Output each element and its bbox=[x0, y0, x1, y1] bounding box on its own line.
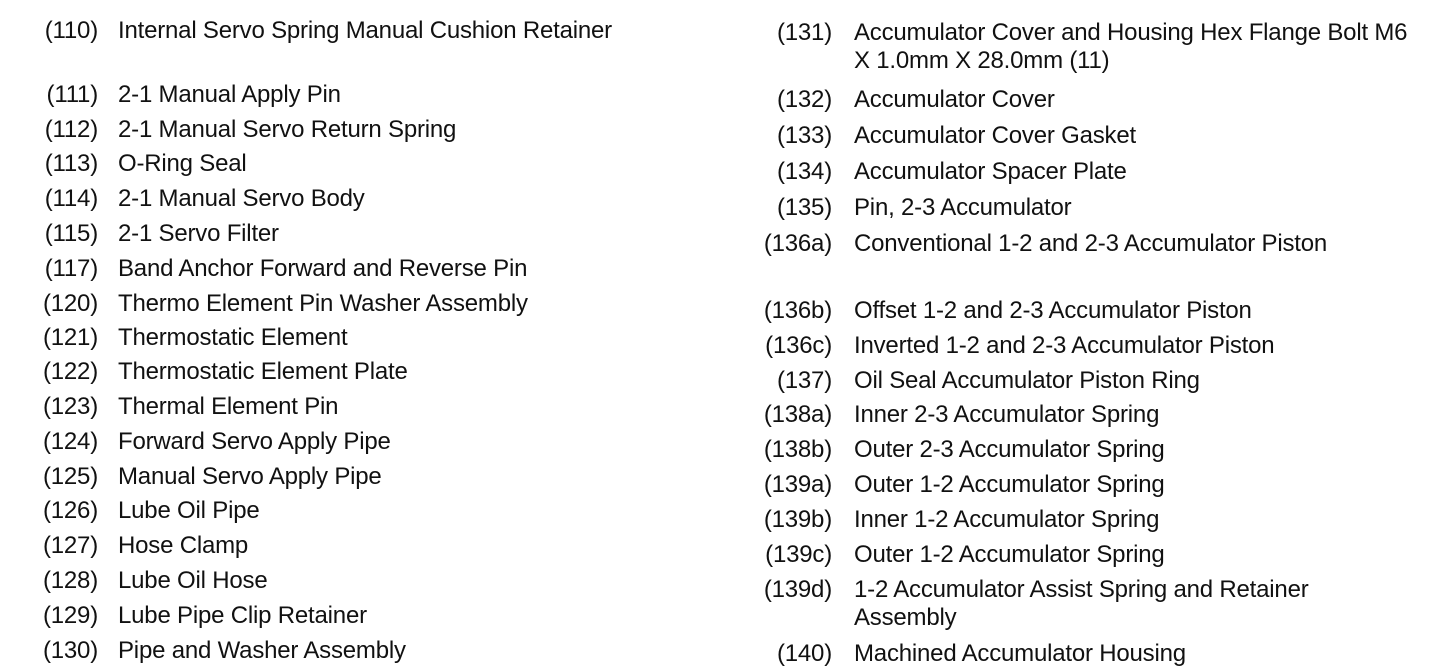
item-description: 2-1 Servo Filter bbox=[118, 220, 279, 247]
item-number: (121) bbox=[42, 324, 98, 351]
item-number: (114) bbox=[44, 185, 98, 212]
item-number: (129) bbox=[42, 602, 98, 629]
item-description: Inner 2-3 Accumulator Spring bbox=[854, 401, 1160, 428]
item-number: (138a) bbox=[763, 401, 832, 428]
item-number: (131) bbox=[776, 19, 832, 46]
item-description: 1-2 Accumulator Assist Spring and Retainer Assembly bbox=[854, 576, 1309, 631]
item-number: (139c) bbox=[765, 541, 832, 568]
item-number: (112) bbox=[44, 116, 98, 143]
item-number: (125) bbox=[42, 463, 98, 490]
item-description: Manual Servo Apply Pipe bbox=[118, 463, 382, 490]
item-description: Lube Pipe Clip Retainer bbox=[118, 602, 367, 629]
item-number: (136c) bbox=[765, 332, 832, 359]
item-description: Outer 1-2 Accumulator Spring bbox=[854, 471, 1165, 498]
item-description: Conventional 1-2 and 2-3 Accumulator Piston bbox=[854, 230, 1328, 257]
item-number: (124) bbox=[42, 428, 98, 455]
item-number: (126) bbox=[42, 497, 98, 524]
item-number: (139d) bbox=[763, 576, 832, 603]
item-description: Offset 1-2 and 2-3 Accumulator Piston bbox=[854, 297, 1252, 324]
item-number: (136a) bbox=[763, 230, 832, 257]
item-description: Outer 1-2 Accumulator Spring bbox=[854, 541, 1165, 568]
item-description: Oil Seal Accumulator Piston Ring bbox=[854, 367, 1200, 394]
item-description: Lube Oil Pipe bbox=[118, 497, 260, 524]
item-description: 2-1 Manual Servo Return Spring bbox=[118, 116, 457, 143]
item-description: Internal Servo Spring Manual Cushion Retainer bbox=[118, 17, 612, 44]
item-number: (138b) bbox=[763, 436, 832, 463]
item-description: Forward Servo Apply Pipe bbox=[118, 428, 391, 455]
item-description: 2-1 Manual Apply Pin bbox=[118, 81, 341, 108]
item-number: (110) bbox=[44, 17, 98, 44]
item-number: (139a) bbox=[763, 471, 832, 498]
item-number: (122) bbox=[42, 358, 98, 385]
item-number: (133) bbox=[776, 122, 832, 149]
item-description: O-Ring Seal bbox=[118, 150, 247, 177]
item-number: (130) bbox=[42, 637, 98, 664]
item-number: (134) bbox=[776, 158, 832, 185]
item-number: (136b) bbox=[763, 297, 832, 324]
item-description: Inner 1-2 Accumulator Spring bbox=[854, 506, 1160, 533]
item-description: Pin, 2-3 Accumulator bbox=[854, 194, 1072, 221]
item-description: Band Anchor Forward and Reverse Pin bbox=[118, 255, 528, 282]
item-description: Thermostatic Element bbox=[118, 324, 348, 351]
item-description: Thermo Element Pin Washer Assembly bbox=[118, 290, 528, 317]
item-description: Pipe and Washer Assembly bbox=[118, 637, 406, 664]
item-number: (140) bbox=[776, 640, 832, 667]
item-description: Accumulator Cover Gasket bbox=[854, 122, 1136, 149]
item-description: Thermostatic Element Plate bbox=[118, 358, 408, 385]
item-description: 2-1 Manual Servo Body bbox=[118, 185, 365, 212]
item-description: Accumulator Spacer Plate bbox=[854, 158, 1127, 185]
item-description: Machined Accumulator Housing bbox=[854, 640, 1186, 667]
item-description: Inverted 1-2 and 2-3 Accumulator Piston bbox=[854, 332, 1275, 359]
item-number: (137) bbox=[776, 367, 832, 394]
item-description: Thermal Element Pin bbox=[118, 393, 339, 420]
item-number: (113) bbox=[44, 150, 98, 177]
item-number: (123) bbox=[42, 393, 98, 420]
item-number: (111) bbox=[46, 81, 98, 108]
item-description: Hose Clamp bbox=[118, 532, 249, 559]
item-description: Accumulator Cover bbox=[854, 86, 1055, 113]
item-description: Lube Oil Hose bbox=[118, 567, 268, 594]
item-number: (117) bbox=[44, 255, 98, 282]
item-number: (115) bbox=[44, 220, 98, 247]
item-number: (139b) bbox=[763, 506, 832, 533]
item-description: Outer 2-3 Accumulator Spring bbox=[854, 436, 1165, 463]
item-number: (128) bbox=[42, 567, 98, 594]
item-number: (120) bbox=[42, 290, 98, 317]
item-description: Accumulator Cover and Housing Hex Flange Bolt M6 X 1.0mm X 28.0mm (11) bbox=[854, 19, 1408, 74]
item-number: (135) bbox=[776, 194, 832, 221]
item-number: (127) bbox=[42, 532, 98, 559]
item-number: (132) bbox=[776, 86, 832, 113]
